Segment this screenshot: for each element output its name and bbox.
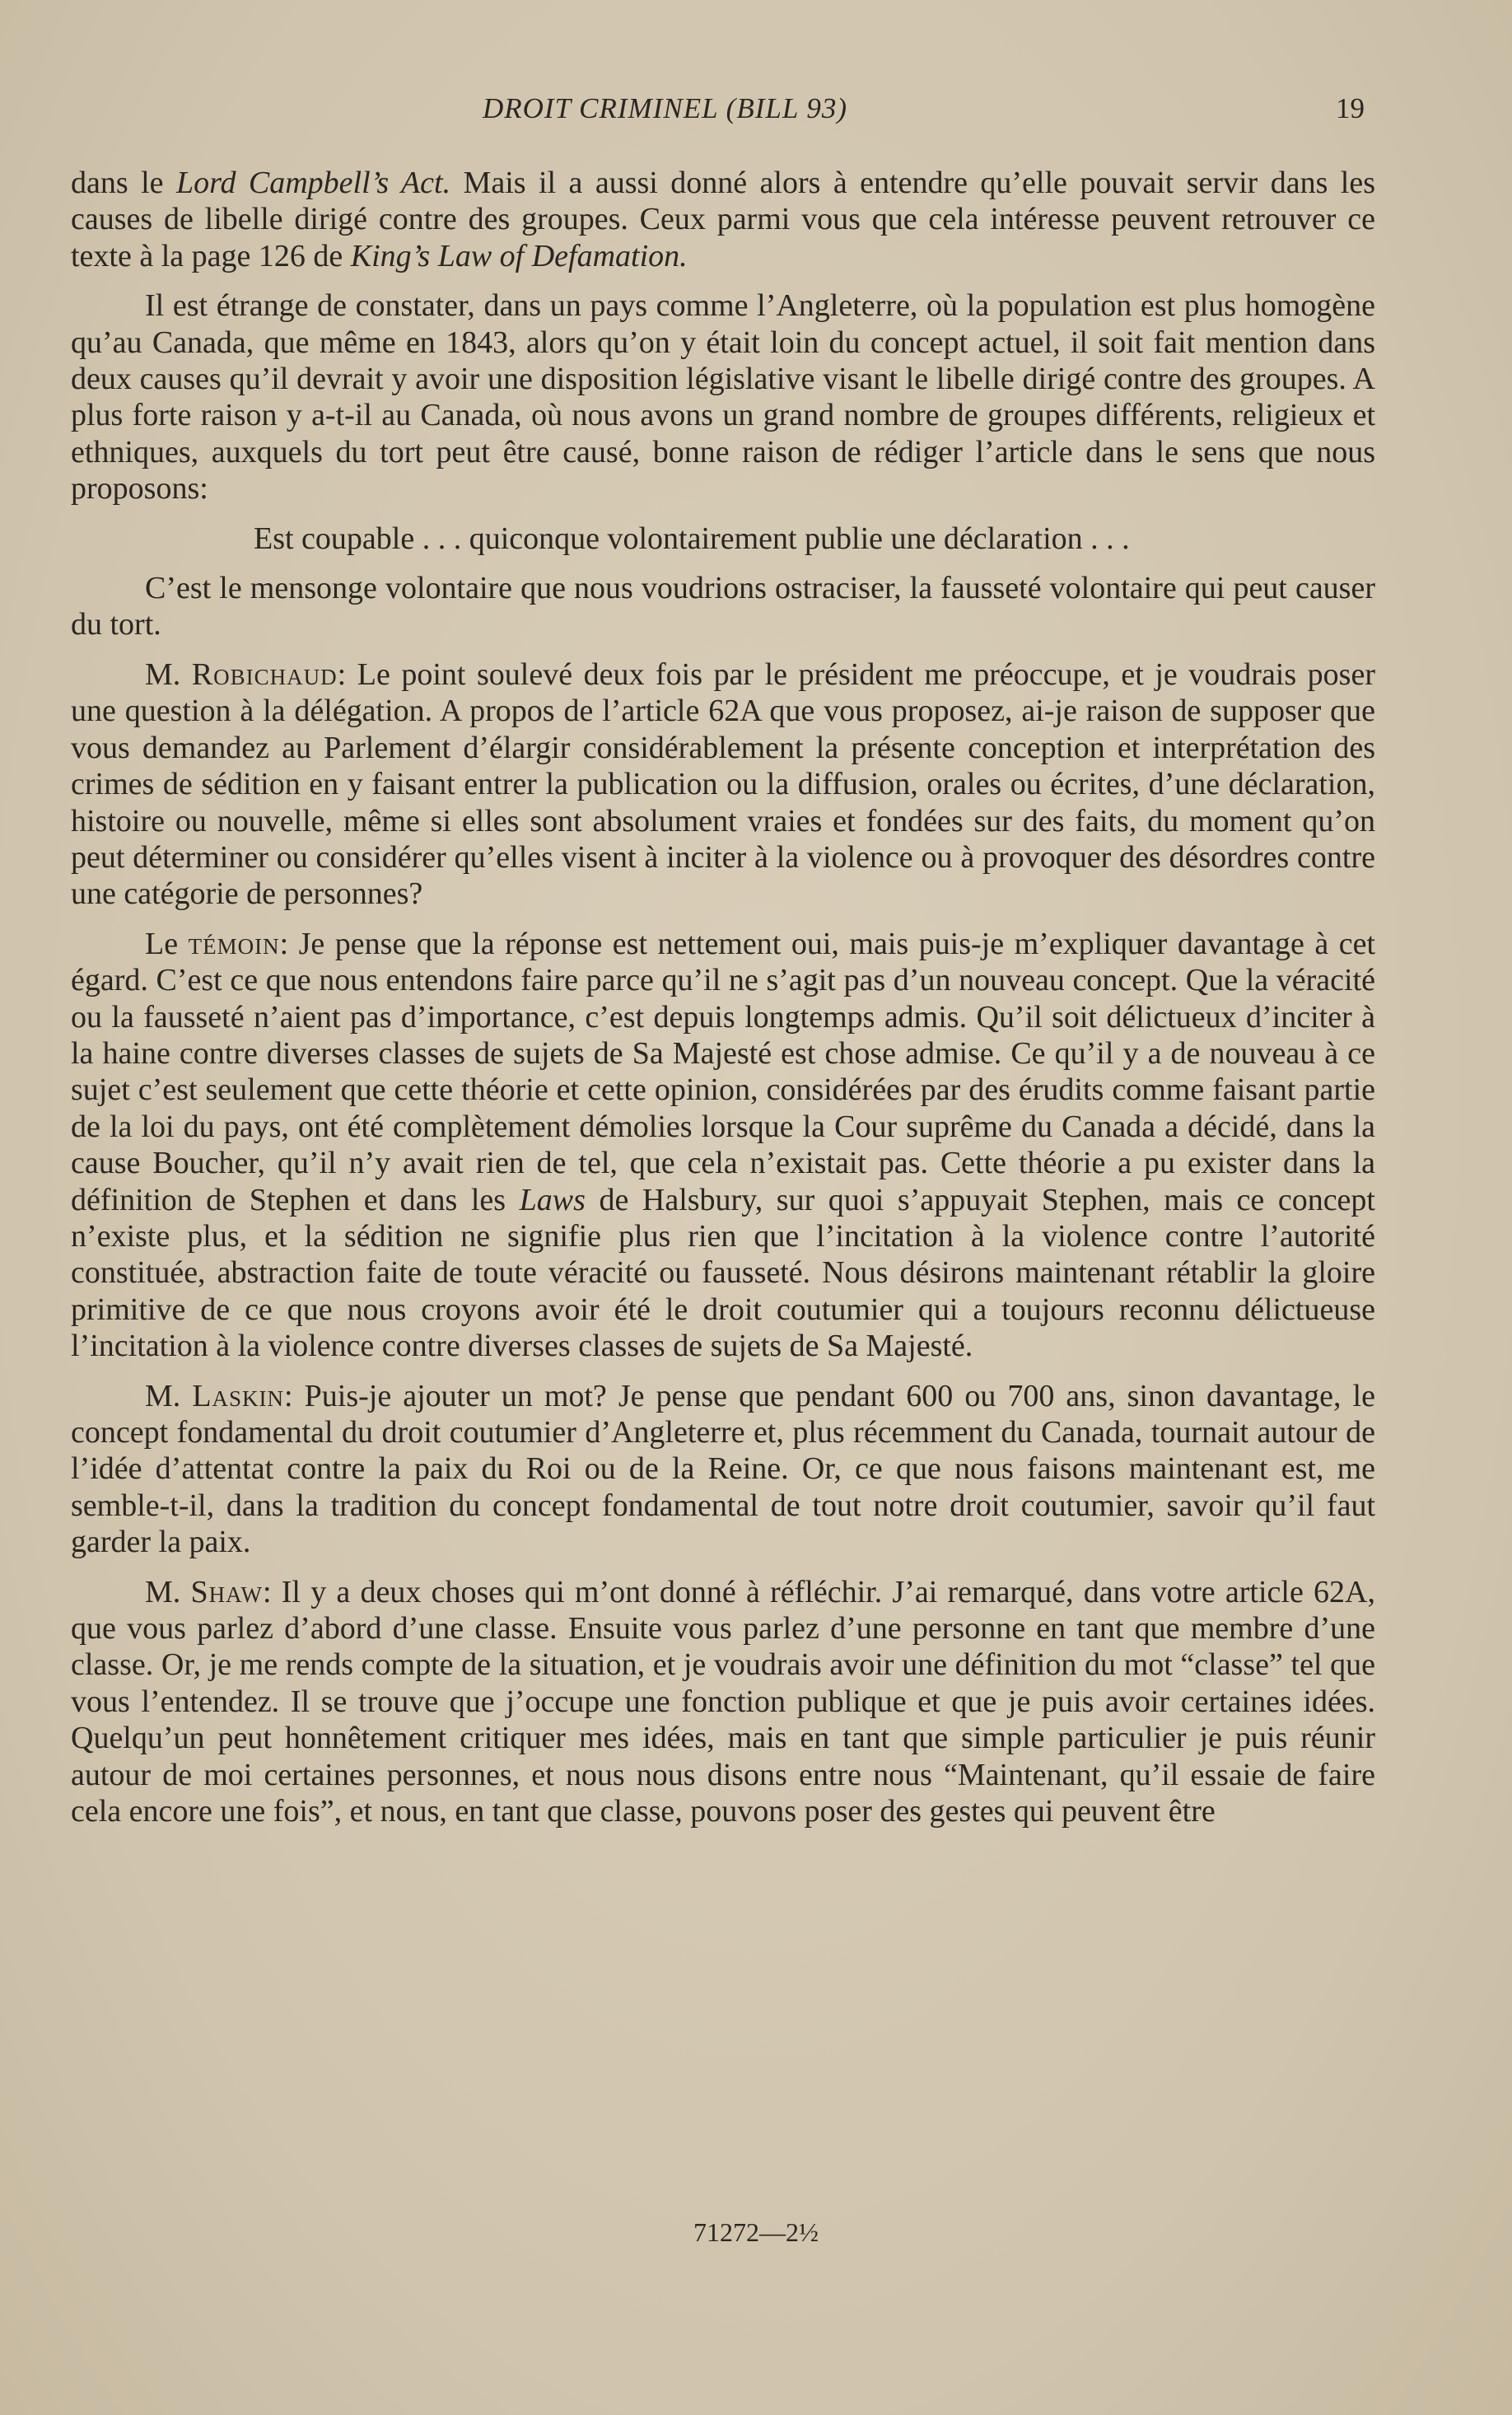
- body-text: [71, 165, 1375, 1829]
- speaker-name: Shaw: [190, 1574, 263, 1609]
- block-quote: Est coupable . . . quiconque volontairement publie une déclaration . . .: [254, 521, 1130, 556]
- paragraph: Le témoin: Je pense que la réponse est nettement oui, mais puis-je m’expliquer davantage à cet égard. C’est ce que nous entendons faire parce qu’il ne s’agit pas d’un nouveau concept. Que la véracité ou la fausseté n’aient pas d’importance, c’est depuis longtemps admis. Qu’il soit délictueux d’inciter à la haine contre diverses classes de sujets de Sa Majesté est chose admise. Ce qu’il y a de nouveau à ce sujet c’est seulement que cette théorie et cette opinion, considérées par des érudits comme faisant partie de la loi du pays, ont été complètement démolies lorsque la Cour suprême du Canada a décidé, dans la cause Boucher, qu’il n’y avait rien de tel, que cela n’existait pas. Cette théorie a pu exister dans la définition de Stephen et dans les Laws de Halsbury, sur quoi s’appuyait Stephen, mais ce concept n’existe plus, et la sédition ne signifie plus rien que l’incitation à la violence contre l’autorité constituée, abstraction faite de toute véracité ou fausseté. Nous désirons maintenant rétablir la gloire primitive de ce que nous croyons avoir été le droit coutumier qui a toujours reconnu délictueuse l’incitation à la violence contre diverses classes de sujets de Sa Majesté.: [71, 926, 1376, 1364]
- page-header: [0, 92, 1512, 133]
- paragraph: C’est le mensonge volontaire que nous voudrions ostraciser, la fausseté volontaire qui peut causer du tort.: [71, 571, 1375, 642]
- running-title: DROIT CRIMINEL (BILL 93): [483, 92, 848, 124]
- speaker-name: Laskin: [192, 1378, 285, 1413]
- speaker-name: Robichaud: [191, 656, 338, 692]
- speaker-name: témoin: [188, 926, 280, 961]
- paragraph: M. Robichaud: Le point soulevé deux fois par le président me préoccupe, et je voudrais poser une question à la délégation. A propos de l’article 62A que vous proposez, ai-je raison de supposer que vous demandez au Parlement d’élargir considérablement la présente conception et interprétation des crimes de sédition en y faisant entrer la publication ou la diffusion, orales ou écrites, d’une déclaration, histoire ou nouvelle, même si elles sont absolument vraies et fondées sur des faits, du moment qu’on peut déterminer ou considérer qu’elles visent à inciter à la violence ou à provoquer des désordres contre une catégorie de personnes?: [71, 656, 1375, 912]
- paragraph: M. Laskin: Puis-je ajouter un mot? Je pense que pendant 600 ou 700 ans, sinon davantage, le concept fondamental du droit coutumier d’Angleterre et, plus récemment du Canada, tournait autour de l’idée d’attentat contre la paix du Roi ou de la Reine. Or, ce que nous faisons maintenant est, me semble-t-il, dans la tradition du concept fondamental de tout notre droit coutumier, savoir qu’il faut garder la paix.: [71, 1378, 1375, 1560]
- paragraph: dans le Lord Campbell’s Act. Mais il a aussi donné alors à entendre qu’elle pouvait servir dans les causes de libelle dirigé contre des groupes. Ceux parmi vous que cela intéresse peuvent retrouver ce texte à la page 126 de King’s Law of Defamation.: [71, 166, 1376, 273]
- paragraph: Il est étrange de constater, dans un pays comme l’Angleterre, où la population est plus homogène qu’au Canada, que même en 1843, alors qu’on y était loin du concept actuel, il soit fait mention dans deux causes qu’il devrait y avoir une disposition législative visant le libelle dirigé contre des groupes. A plus forte raison y a-t-il au Canada, où nous avons un grand nombre de groupes différents, religieux et ethniques, auxquels du tort peut être causé, bonne raison de rédiger l’article dans le sens que nous proposons:: [71, 288, 1375, 507]
- page-number: 19: [1336, 92, 1365, 124]
- signature-mark: 71272—2½: [693, 2217, 819, 2247]
- paragraph: M. Shaw: Il y a deux choses qui m’ont donné à réfléchir. J’ai remarqué, dans votre article 62A, que vous parlez d’abord d’une classe. Ensuite vous parlez d’une personne en tant que membre d’une classe. Or, je me rends compte de la situation, et je voudrais avoir une définition du mot “classe” tel que vous l’entendez. Il se trouve que j’occupe une fonction publique et que je puis avoir certaines idées. Quelqu’un peut honnêtement critiquer mes idées, mais en tant que simple particulier je puis réunir autour de moi certaines personnes, et nous nous disons entre nous “Maintenant, qu’il essaie de faire cela encore une fois”, et nous, en tant que classe, pouvons poser des gestes qui peuvent être: [71, 1574, 1375, 1829]
